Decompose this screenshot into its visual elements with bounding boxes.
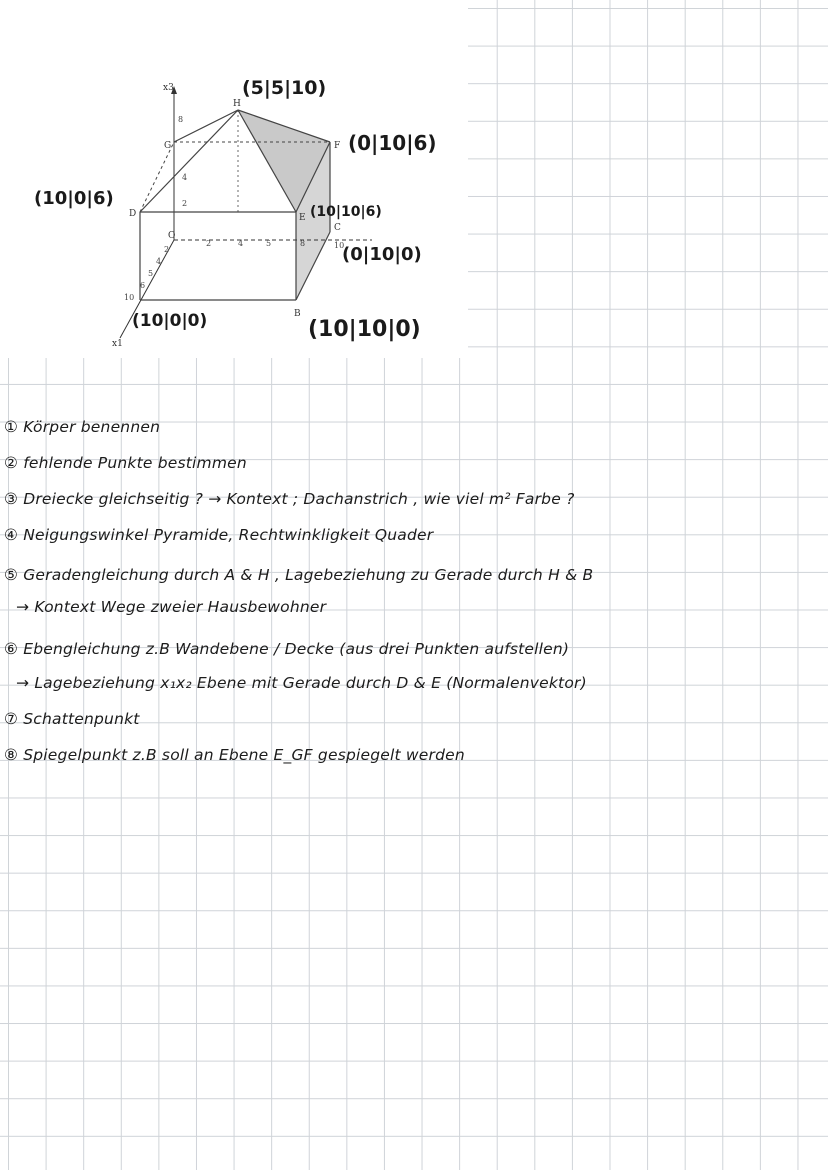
label-F: F [334, 141, 341, 151]
tick-x1-2: 2 [164, 245, 170, 254]
annotation-C: (0|10|0) [342, 244, 422, 265]
tick-x1-10: 10 [124, 293, 135, 302]
edge-DG [140, 142, 174, 212]
label-x1: x1 [112, 339, 123, 349]
figure-svg [0, 0, 468, 358]
label-x3: x3 [163, 83, 174, 93]
annotation-A: (10|0|0) [132, 311, 208, 331]
roof-GH [174, 110, 238, 142]
tick-x1-5: 5 [148, 269, 154, 278]
note-6: ⑥ Ebengleichung z.B Wandebene / Decke (aus drei Punkten aufstellen) [4, 640, 570, 658]
house-geometry-figure [0, 0, 468, 358]
annotation-E: (10|10|6) [310, 204, 382, 220]
note-5: ⑤ Geradengleichung durch A & H , Lagebeziehung zu Gerade durch H & B [4, 566, 594, 584]
note-7: ⑦ Schattenpunkt [4, 710, 140, 728]
roof-DH [140, 110, 238, 212]
note-1: ① Körper benennen [4, 418, 161, 436]
tick-x2-8: 8 [300, 239, 306, 248]
label-D: D [129, 209, 137, 219]
note-5-context: → Kontext Wege zweier Hausbewohner [16, 598, 327, 616]
annotation-B: (10|10|0) [308, 317, 421, 342]
annotation-F: (0|10|6) [348, 131, 437, 155]
annotation-H: (5|5|10) [242, 77, 327, 99]
tick-x2-5: 5 [266, 239, 272, 248]
tick-x3-2: 2 [182, 199, 188, 208]
tick-x1-6: 6 [140, 281, 146, 290]
label-H: H [233, 99, 241, 109]
note-6-context: → Lagebeziehung x₁x₂ Ebene mit Gerade durch D & E (Normalenvektor) [16, 674, 587, 692]
label-B: B [294, 309, 301, 319]
tick-x3-8: 8 [178, 115, 184, 124]
tick-x2-4: 4 [238, 239, 244, 248]
tick-x2-2: 2 [206, 239, 212, 248]
label-G: G [164, 141, 172, 151]
annotation-D: (10|0|6) [34, 188, 114, 209]
label-O: O [168, 231, 176, 241]
tick-x2-10: 10 [334, 241, 345, 250]
label-C: C [334, 223, 341, 233]
note-3: ③ Dreiecke gleichseitig ? → Kontext ; Dachanstrich , wie viel m² Farbe ? [4, 490, 575, 508]
tick-x1-4: 4 [156, 257, 162, 266]
note-4: ④ Neigungswinkel Pyramide, Rechtwinkligkeit Quader [4, 526, 434, 544]
tick-x3-4: 4 [182, 173, 188, 182]
note-8: ⑧ Spiegelpunkt z.B soll an Ebene E_GF gespiegelt werden [4, 746, 465, 764]
note-2: ② fehlende Punkte bestimmen [4, 454, 247, 472]
label-E: E [299, 213, 306, 223]
